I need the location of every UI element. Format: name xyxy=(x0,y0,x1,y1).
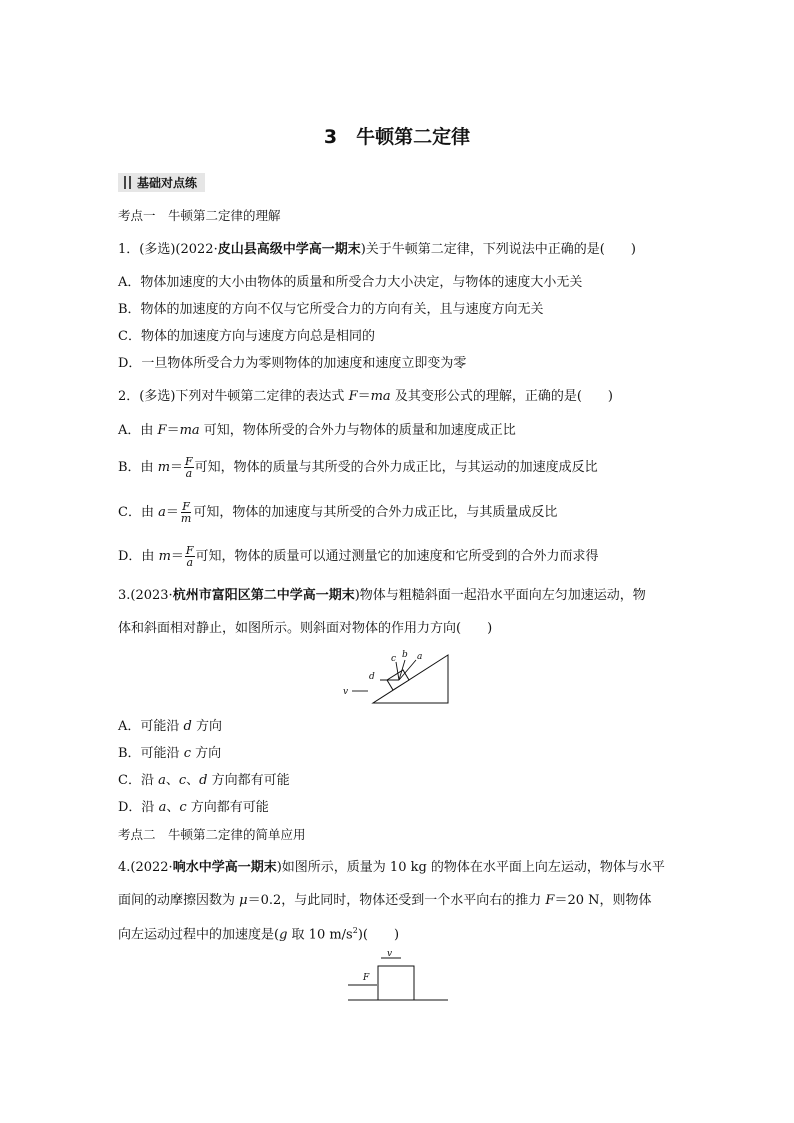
q4-l3-b: 取 10 m/s xyxy=(287,927,353,943)
q2d-pre: D．由 xyxy=(118,549,159,564)
block-figure xyxy=(343,948,453,1008)
q3-source: 杭州市富阳区第二中学高一期末 xyxy=(172,588,355,603)
q2-option-d xyxy=(118,545,599,568)
q2d-eq: ＝ xyxy=(170,549,184,564)
q1-source: 皮山县高级中学高一期末 xyxy=(217,242,361,257)
q2d-fraction xyxy=(185,545,195,568)
q2c-eq: ＝ xyxy=(165,505,179,520)
q1-option-d: D．一旦物体所受合力为零则物体的加速度和速度立即变为零 xyxy=(118,356,467,371)
q2b-post: 可知，物体的质量与其所受的合外力成正比，与其运动的加速度成反比 xyxy=(194,460,598,475)
question-4-stem-line-3 xyxy=(118,922,399,944)
q2c-post: 可知，物体的加速度与其所受的合外力成正比，与其质量成反比 xyxy=(193,505,558,520)
label-a: a xyxy=(417,652,423,662)
q2c-a: a xyxy=(158,505,166,520)
label-v: v xyxy=(343,687,349,697)
q3c-pre: C．沿 xyxy=(118,773,159,788)
q2b-fraction xyxy=(184,456,194,479)
q2a-post: 可知，物体所受的合外力与物体的质量和加速度成正比 xyxy=(199,423,516,438)
topic-2-heading: 考点二 牛顿第二定律的简单应用 xyxy=(118,827,306,842)
q3d-post: 方向都有可能 xyxy=(186,800,269,815)
label-b: b xyxy=(402,650,408,660)
section-tag-label: 基础对点练 xyxy=(137,176,198,190)
q3a-pre: A．可能沿 xyxy=(118,719,184,734)
q2-text-e: 及其变形公式的理解，正确的是( ) xyxy=(390,389,613,404)
question-3-stem-line-2: 体和斜面相对静止，如图所示。则斜面对物体的作用力方向( ) xyxy=(118,621,493,636)
q4-suffix: )如图所示，质量为 10 kg 的物体在水平面上向左运动，物体与水平 xyxy=(276,860,665,875)
q2b-eq: ＝ xyxy=(170,460,184,475)
q2a-ma: ma xyxy=(179,423,200,438)
q3c-v3: d xyxy=(199,773,208,788)
question-4-stem-line-2 xyxy=(118,892,652,910)
q3-suffix: )物体与粗糙斜面一起沿水平面向左匀加速运动，物 xyxy=(354,588,646,603)
q4-g: g xyxy=(279,927,288,943)
q3c-v1: a xyxy=(158,773,166,788)
q3d-s1: 、 xyxy=(166,800,180,815)
q2-option-a xyxy=(118,422,516,440)
q2d-m: m xyxy=(158,549,171,564)
q4-l2-b: ＝0.2，与此同时，物体还受到一个水平向右的推力 xyxy=(247,893,546,908)
q2a-f: F xyxy=(157,423,167,438)
incline-figure xyxy=(340,645,455,707)
q1-option-c: C．物体的加速度方向与速度方向总是相同的 xyxy=(118,329,375,344)
q1-prefix: 1．(多选)(2022· xyxy=(118,242,218,257)
q3-option-c xyxy=(118,772,290,790)
q1-option-b: B．物体的加速度的方向不仅与它所受合力的方向有关，且与速度方向无关 xyxy=(118,302,544,317)
topic-1-heading: 考点一 牛顿第二定律的理解 xyxy=(118,208,281,223)
block xyxy=(378,966,414,1000)
question-3-stem-line-1 xyxy=(118,587,646,605)
label-d: d xyxy=(369,672,375,682)
q2c-den: m xyxy=(180,512,192,525)
q3-prefix: 3.(2023· xyxy=(118,588,173,603)
q3c-s2: 、 xyxy=(186,773,200,788)
q2c-fraction xyxy=(180,501,192,524)
section-marker-icon xyxy=(124,176,131,189)
q3-option-b xyxy=(118,745,221,763)
q4-f: F xyxy=(545,893,555,908)
q2-eq: ＝ xyxy=(357,389,371,404)
q3d-pre: D．沿 xyxy=(118,800,159,815)
q4-l3-a: 向左运动过程中的加速度是( xyxy=(118,927,280,943)
q2-option-c xyxy=(118,501,557,524)
q4-l3-c: )( ) xyxy=(357,927,400,943)
q2-text-a: 2．(多选)下列对牛顿第二定律的表达式 xyxy=(118,389,349,404)
q4-source: 响水中学高一期末 xyxy=(172,860,277,875)
q3b-pre: B．可能沿 xyxy=(118,746,184,761)
q4-l2-a: 面间的动摩擦因数为 xyxy=(118,893,240,908)
q3c-v2: c xyxy=(178,773,187,788)
label-f-4: F xyxy=(363,973,370,983)
q3-option-d xyxy=(118,799,269,817)
q4-sup: 2 xyxy=(352,926,358,935)
q2c-num: F xyxy=(182,500,190,513)
q2-var-ma: ma xyxy=(370,389,391,404)
q3b-var: c xyxy=(183,746,191,761)
question-1-stem xyxy=(118,241,636,259)
q2d-post: 可知，物体的质量可以通过测量它的加速度和它所受到的合外力而求得 xyxy=(195,549,599,564)
q1-suffix: )关于牛顿第二定律，下列说法中正确的是( ) xyxy=(360,242,636,257)
q2a-pre: A．由 xyxy=(118,423,158,438)
q1-option-a: A．物体加速度的大小由物体的质量和所受合力大小决定，与物体的速度大小无关 xyxy=(118,275,583,290)
q4-l2-c: ＝20 N，则物体 xyxy=(554,893,652,908)
q4-prefix: 4.(2022· xyxy=(118,860,173,875)
question-2-stem xyxy=(118,388,613,406)
q3a-post: 方向 xyxy=(191,719,222,734)
q3-option-a xyxy=(118,718,222,736)
incline-wedge xyxy=(373,655,448,703)
q3c-s1: 、 xyxy=(165,773,179,788)
section-tag xyxy=(118,173,205,192)
q3b-post: 方向 xyxy=(190,746,222,761)
q2d-den: a xyxy=(186,556,193,569)
q2b-pre: B．由 xyxy=(118,460,158,475)
q2-option-b xyxy=(118,456,598,479)
q2-var-f: F xyxy=(348,389,358,404)
question-4-stem-line-1 xyxy=(118,859,665,877)
q3a-var: d xyxy=(183,719,192,734)
q2d-num: F xyxy=(185,544,194,557)
q2a-eq: ＝ xyxy=(166,423,180,438)
page-title: 3 牛顿第二定律 xyxy=(323,126,471,148)
label-v-4: v xyxy=(387,949,393,959)
q3d-v2: c xyxy=(179,800,187,815)
q2b-m: m xyxy=(157,460,171,475)
q3d-v1: a xyxy=(158,800,167,815)
q2c-pre: C．由 xyxy=(118,505,159,520)
q2b-den: a xyxy=(185,467,193,480)
label-c: c xyxy=(391,654,397,664)
q4-mu: μ xyxy=(239,893,248,908)
q3c-post: 方向都有可能 xyxy=(207,773,290,788)
q2b-num: F xyxy=(185,455,193,468)
